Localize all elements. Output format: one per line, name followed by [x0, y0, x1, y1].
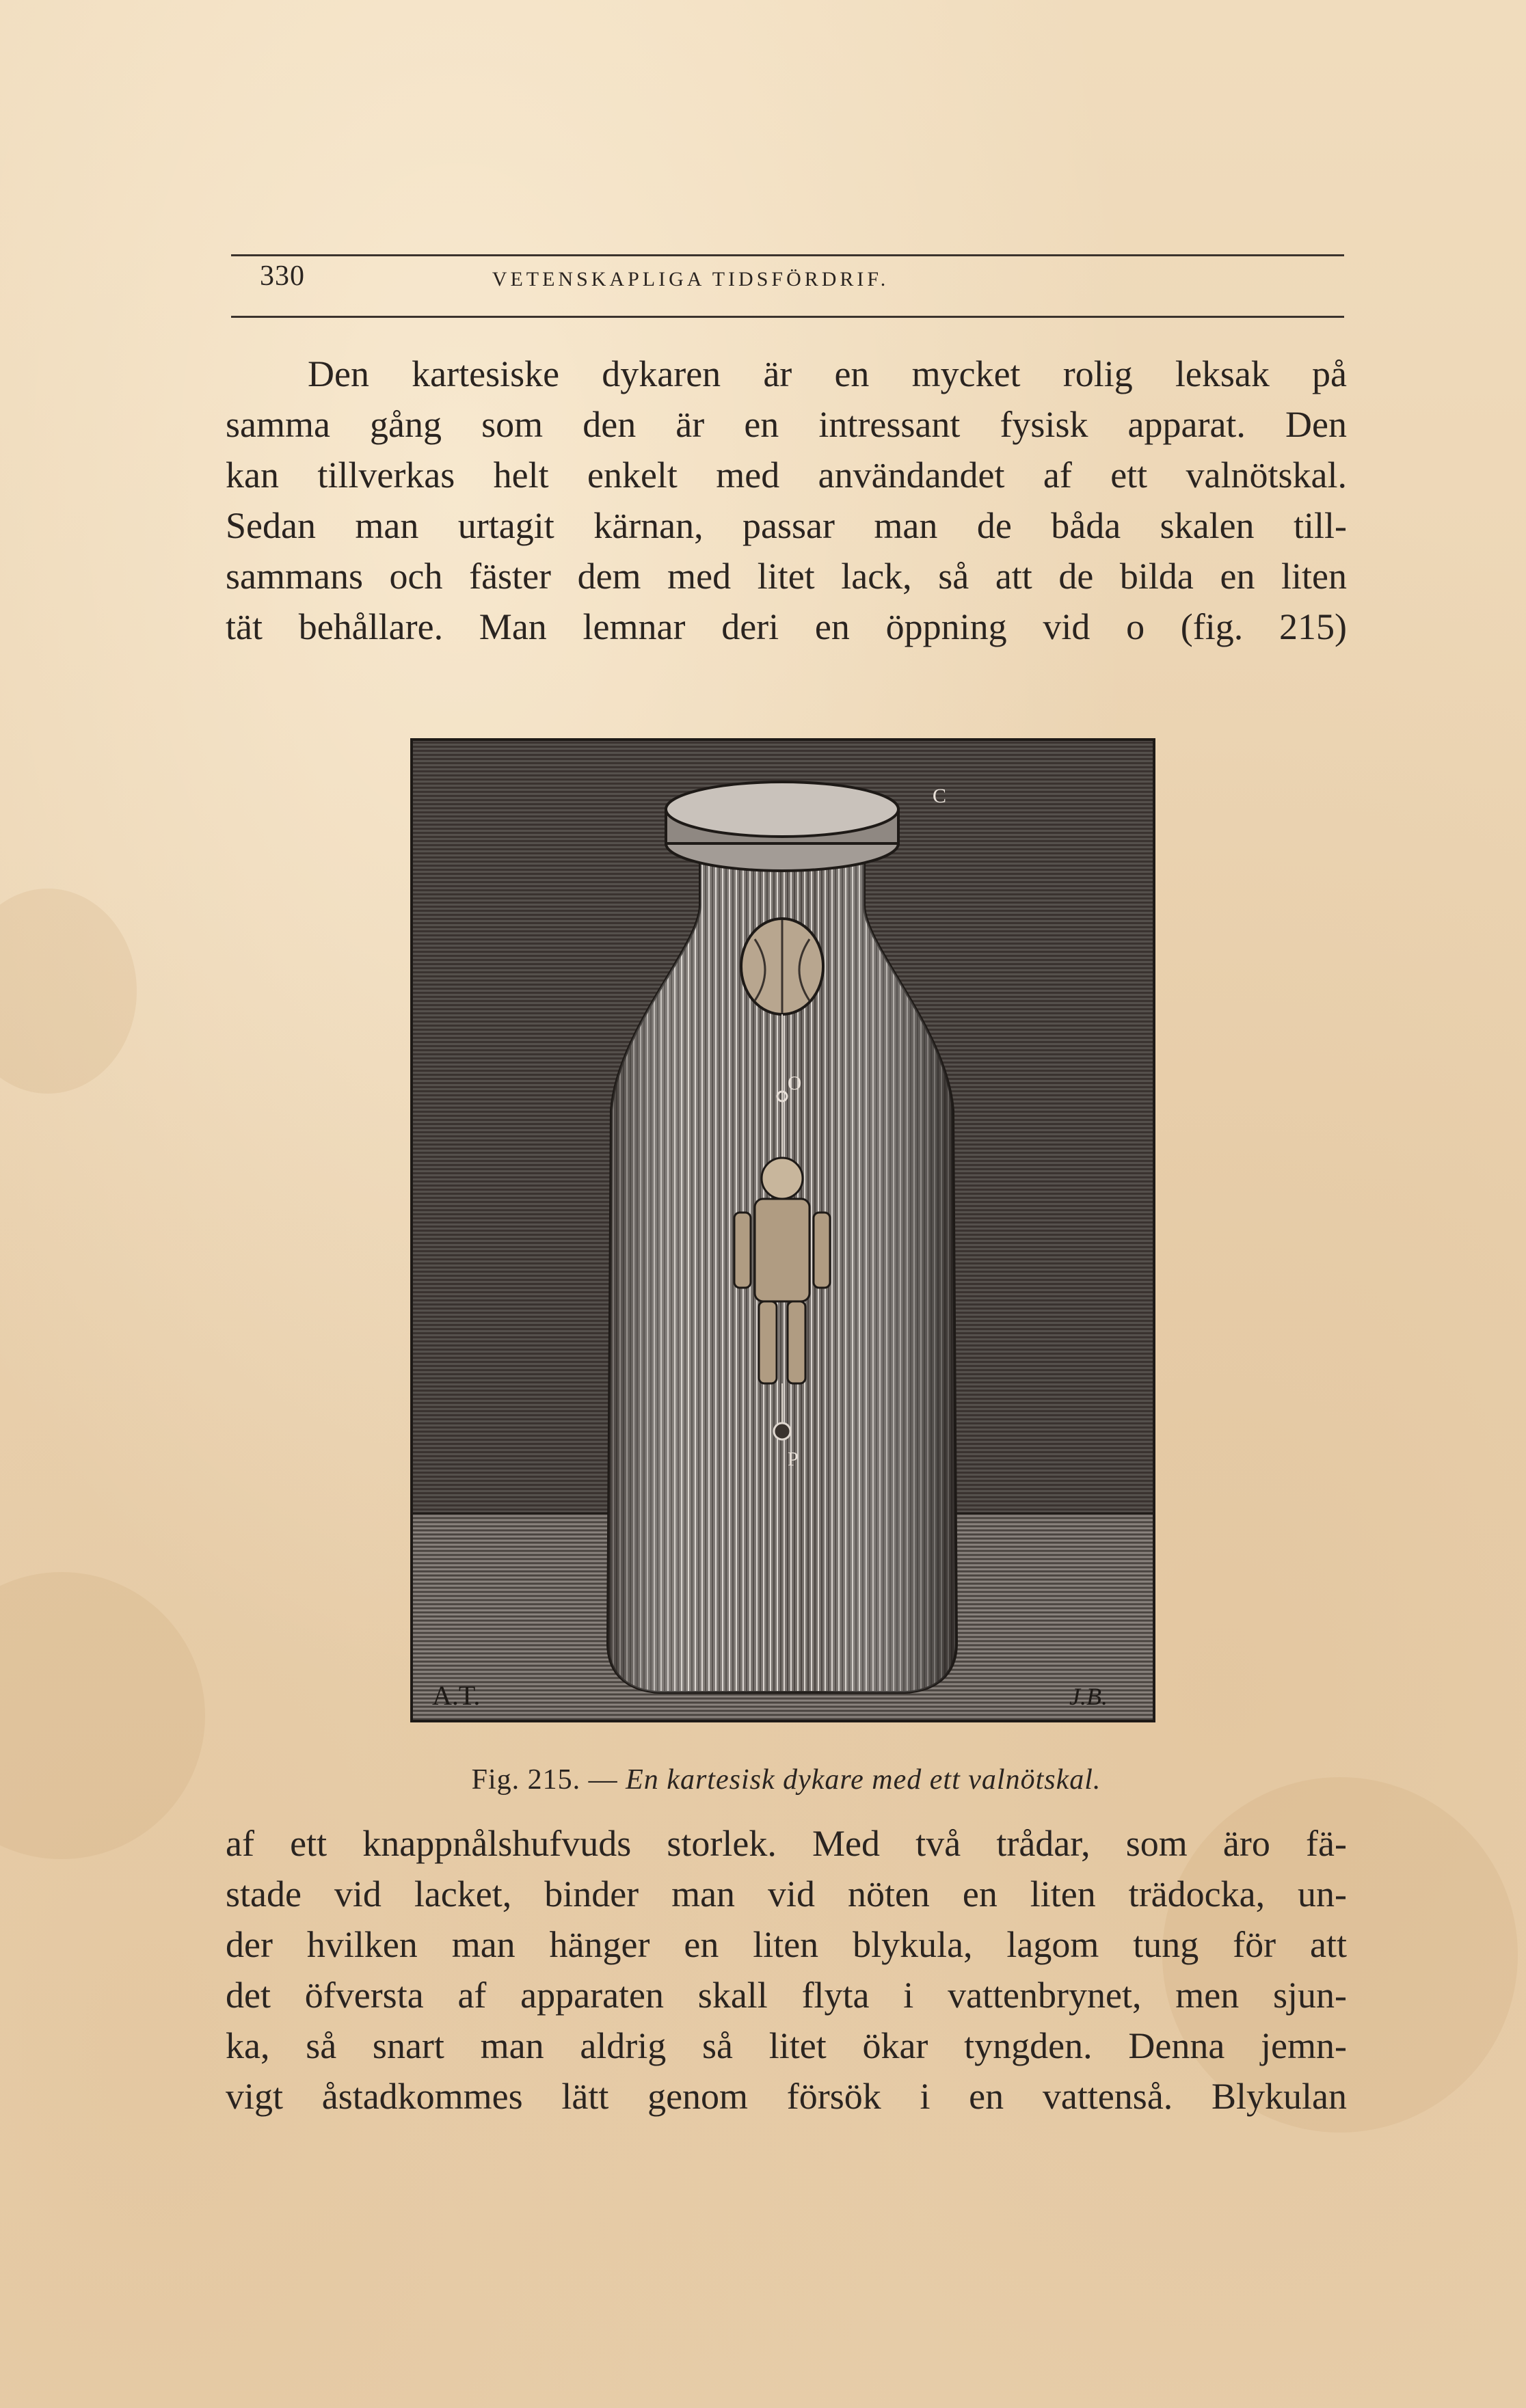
stopper-top — [666, 782, 898, 837]
paper-stain — [0, 1572, 205, 1859]
text-line: af ett knappnålshufvuds storlek. Med två trådar, som äro fä- — [226, 1823, 1347, 1864]
label-p: P — [788, 1449, 799, 1470]
label-o: O — [788, 1073, 802, 1094]
text-line: der hvilken man hänger en liten blykula, lagom tung för att — [226, 1924, 1347, 1965]
running-head: VETENSKAPLIGA TIDSFÖRDRIF. — [492, 268, 889, 290]
text-line: samma gång som den är en intressant fysisk apparat. Den — [226, 404, 1347, 445]
text-line: sammans och fäster dem med litet lack, så att de bilda en liten — [226, 556, 1347, 597]
figure-caption — [226, 1763, 1347, 1796]
label-c: C — [933, 785, 947, 807]
paragraph-top — [226, 349, 1347, 652]
text-line: det öfversta af apparaten skall flyta i vattenbrynet, men sjun- — [226, 1975, 1347, 2016]
text-line: tät behållare. Man lemnar deri en öppning vid o (fig. 215) — [226, 606, 1347, 647]
text-line: vigt åstadkommes lätt genom försök i en vattenså. Blykulan — [226, 2076, 1347, 2117]
text-line: kan tillverkas helt enkelt med användandet af ett valnötskal. — [226, 455, 1347, 496]
text-line: Sedan man urtagit kärnan, passar man de båda skalen till- — [226, 505, 1347, 546]
text-line: ka, så snart man aldrig så litet ökar tyngden. Denna jemn- — [226, 2025, 1347, 2066]
engraver-signature-left: A.T. — [432, 1680, 481, 1711]
figure-engraving — [410, 738, 1155, 1722]
bottle-illustration — [413, 741, 1153, 1720]
caption-number: Fig. 215. — — [471, 1764, 618, 1796]
header-bottom-rule — [231, 316, 1344, 318]
paper-stain — [0, 889, 137, 1094]
text-line: stade vid lacket, binder man vid nöten en liten trädocka, un- — [226, 1873, 1347, 1915]
paragraph-bottom — [226, 1818, 1347, 2122]
text-line: Den kartesiske dykaren är en mycket rolig leksak på — [308, 353, 1347, 394]
caption-text: En kartesisk dykare med ett valnötskal. — [626, 1764, 1101, 1796]
header-top-rule — [231, 254, 1344, 256]
engraver-signature-right: J.B. — [1069, 1683, 1108, 1710]
lead-ball — [774, 1423, 790, 1439]
page-number: 330 — [260, 260, 305, 292]
